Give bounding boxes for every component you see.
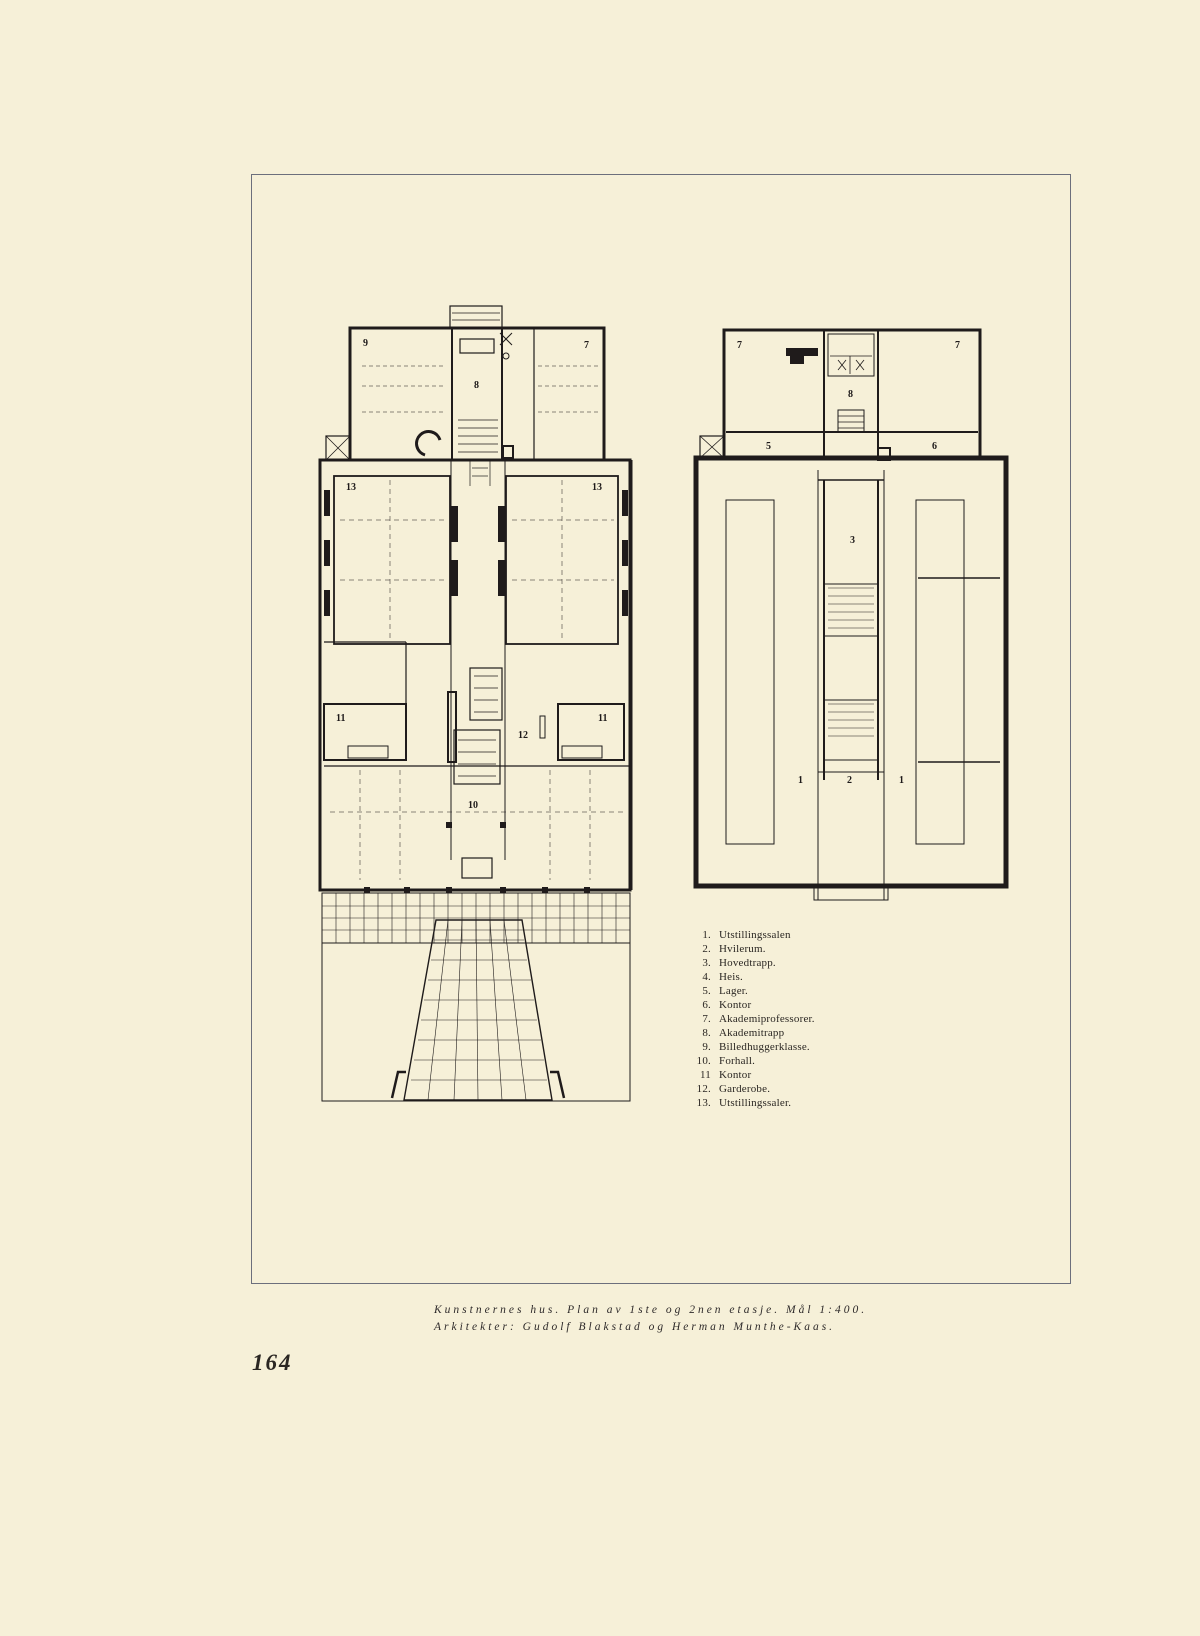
room-label: 9 [363, 338, 368, 349]
room-label: 6 [932, 441, 937, 452]
plan-second-floor [696, 330, 1006, 900]
plan-first-floor [320, 306, 632, 1101]
legend-item: 12. Garderobe. [696, 1083, 771, 1095]
room-label: 8 [848, 389, 853, 400]
room-label: 3 [850, 535, 855, 546]
room-label: 2 [847, 775, 852, 786]
legend-item: 5. Lager. [702, 985, 748, 997]
room-label: 7 [737, 340, 742, 351]
legend-item: 10. Forhall. [696, 1055, 756, 1067]
legend-item: 7. Akademiprofessorer. [702, 1013, 815, 1025]
room-label: 10 [468, 800, 478, 811]
legend-item: 3. Hovedtrapp. [702, 957, 776, 969]
room-label: 13 [346, 482, 356, 493]
legend-item: 8. Akademitrapp [702, 1027, 785, 1039]
room-label: 1 [798, 775, 803, 786]
page-number: 164 [252, 1350, 293, 1375]
room-label: 7 [955, 340, 960, 351]
plan-legend [685, 928, 815, 1110]
room-label: 13 [592, 482, 602, 493]
room-label: 8 [474, 380, 479, 391]
legend-item: 9. Billedhuggerklasse. [702, 1041, 810, 1053]
legend-item: 6. Kontor [702, 999, 752, 1011]
caption-line: Arkitekter: Gudolf Blakstad og Herman Munthe-Kaas. [434, 1321, 836, 1333]
room-label: 1 [899, 775, 904, 786]
room-label: 7 [584, 340, 589, 351]
legend-item: 1. Utstillingssalen [702, 929, 791, 941]
room-label: 11 [336, 713, 346, 724]
legend-item: 13. Utstillingssaler. [696, 1097, 792, 1109]
figure-caption [434, 1302, 867, 1336]
room-label: 5 [766, 441, 771, 452]
legend-item: 2. Hvilerum. [702, 943, 766, 955]
room-labels [336, 338, 960, 811]
room-label: 11 [598, 713, 608, 724]
room-label: 12 [518, 730, 528, 741]
legend-item: 11 Kontor [700, 1069, 752, 1081]
caption-line: Kunstnernes hus. Plan av 1ste og 2nen etasje. Mål 1:400. [434, 1304, 868, 1316]
legend-item: 4. Heis. [702, 971, 743, 983]
